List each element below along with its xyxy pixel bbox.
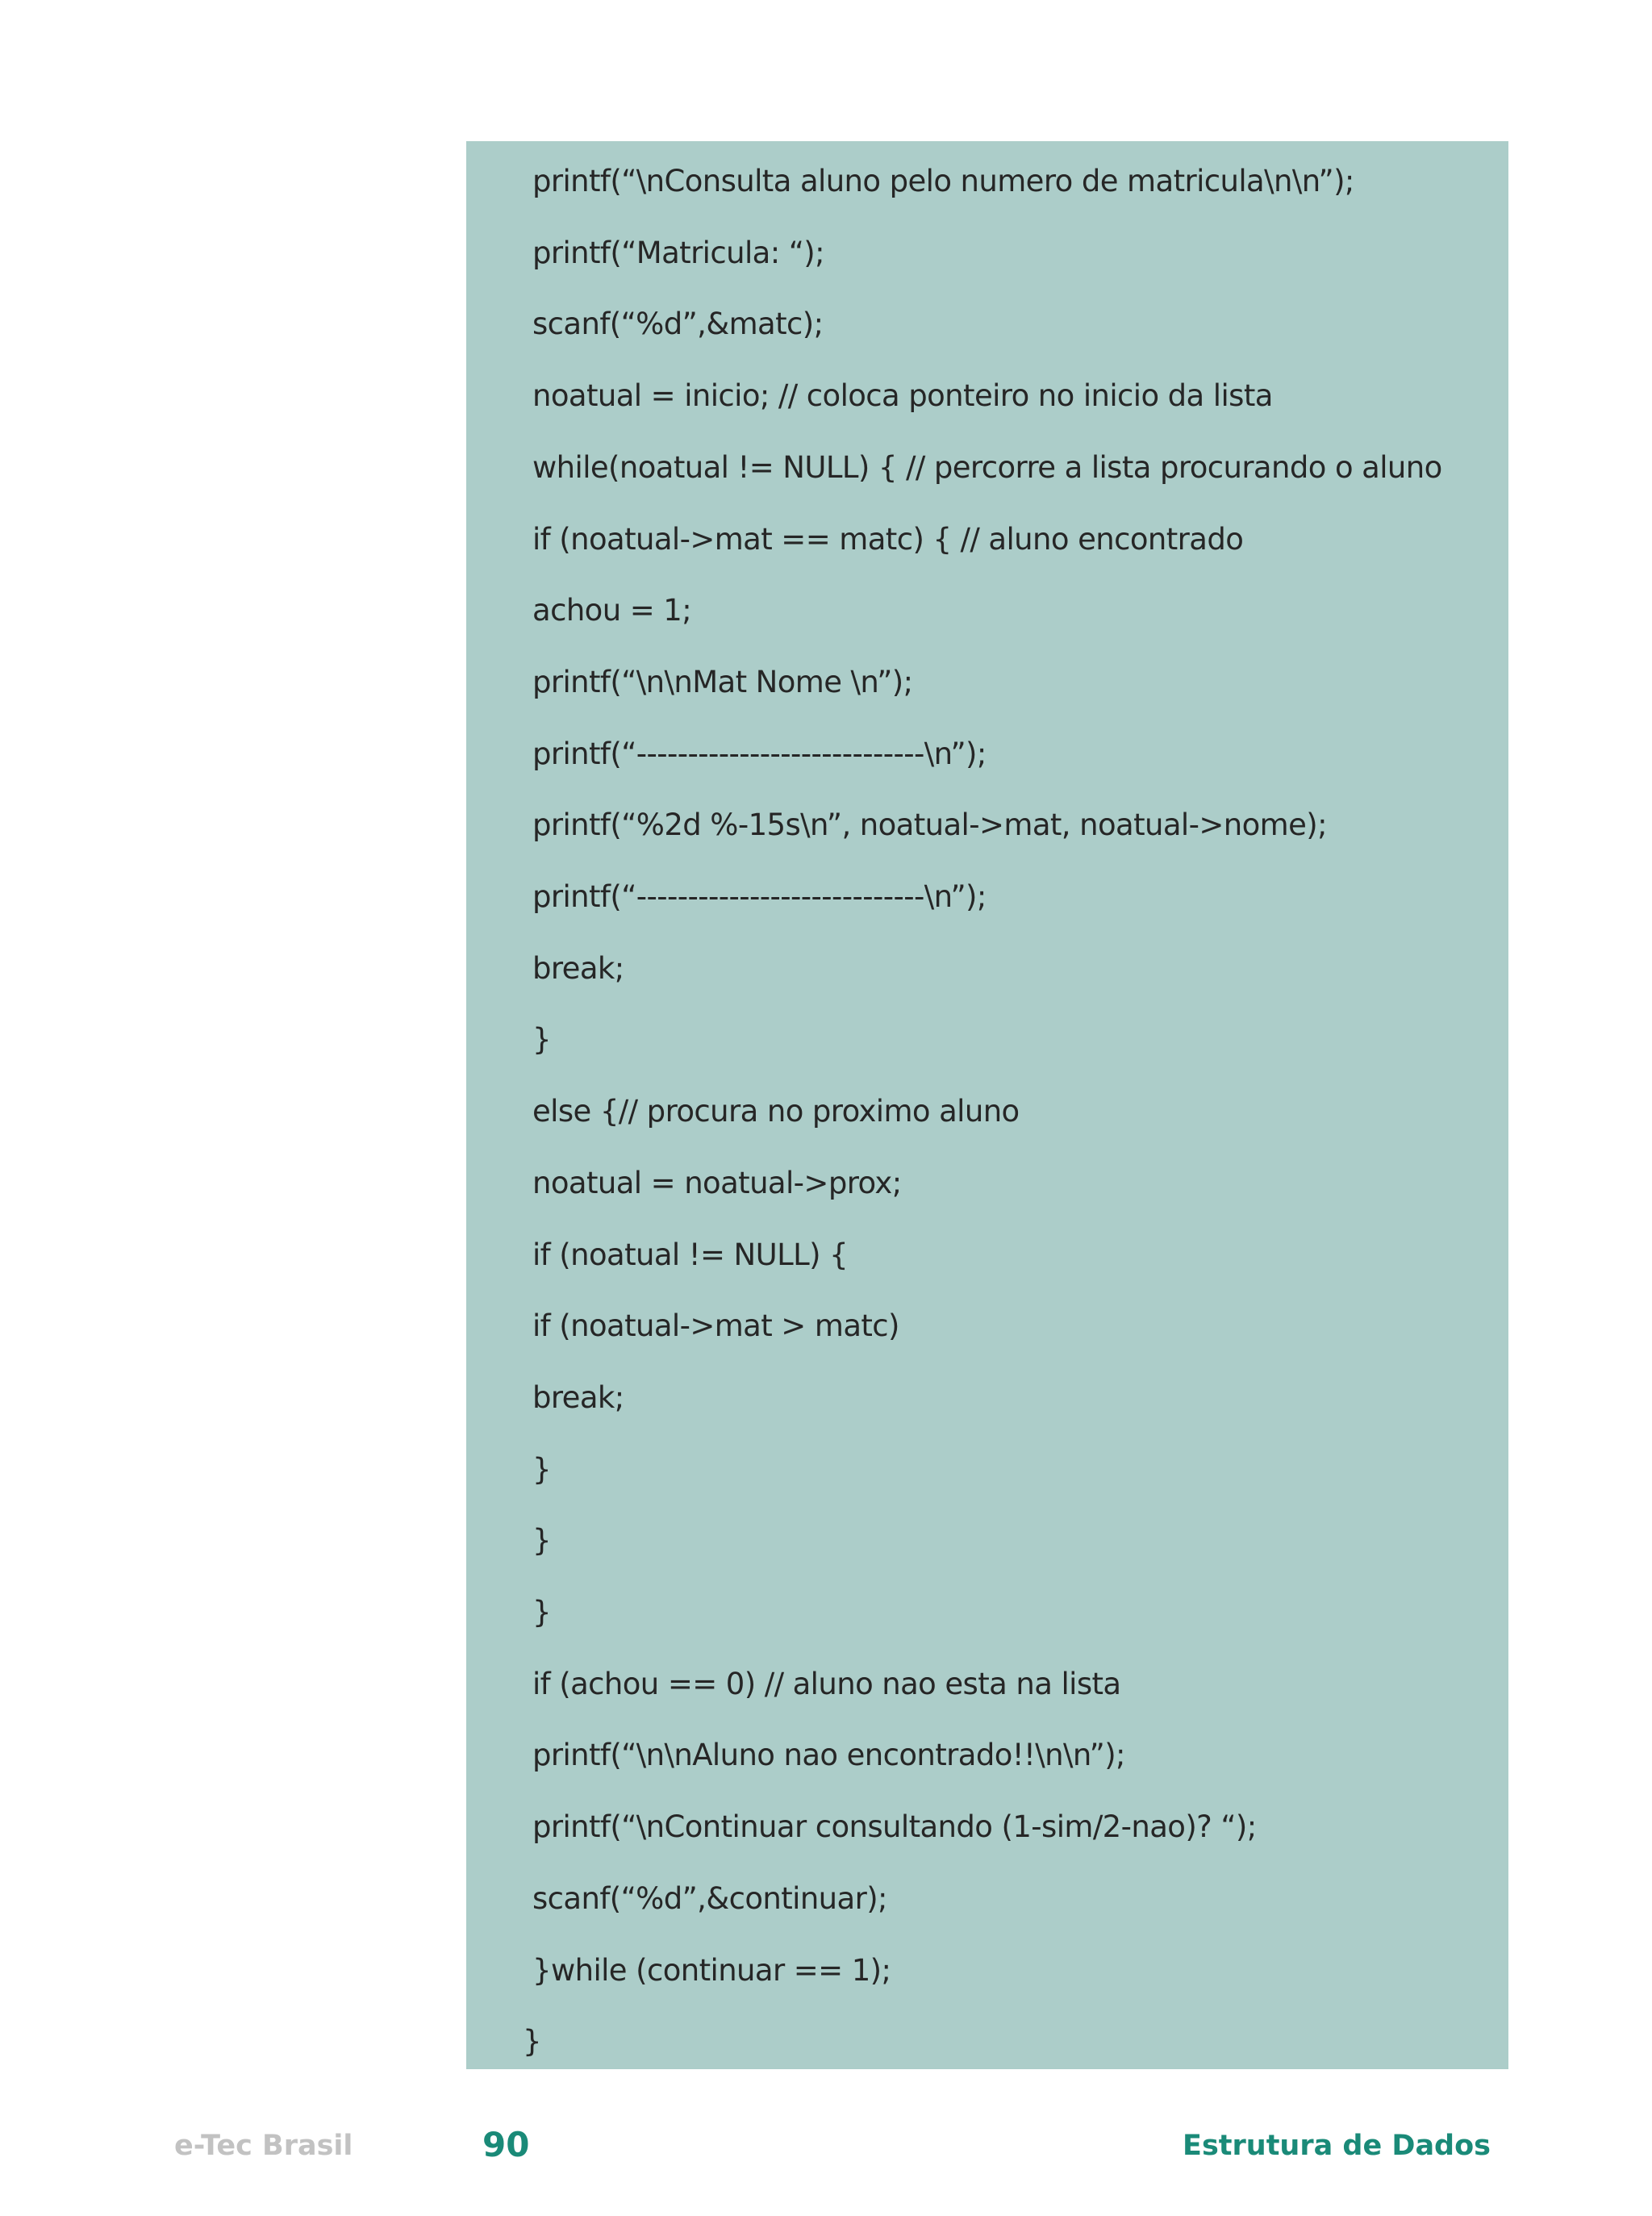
code-line: printf(“%2d %-15s\n”, noatual->mat, noatual->nome);: [532, 808, 1327, 843]
code-line: noatual = inicio; // coloca ponteiro no inicio da lista: [532, 378, 1273, 414]
code-line: }: [532, 1451, 551, 1487]
code-line: }: [532, 1022, 551, 1058]
code-listing-panel: [466, 141, 1508, 2069]
code-line: if (noatual != NULL) {: [532, 1237, 849, 1272]
code-line: achou = 1;: [532, 593, 692, 628]
code-line: printf(“----------------------------\n”);: [532, 736, 987, 771]
code-line: printf(“\n\nAluno nao encontrado!!\n\n”);: [532, 1738, 1125, 1773]
code-line: else {// procura no proximo aluno: [532, 1094, 1020, 1129]
code-line: scanf(“%d”,&matc);: [532, 307, 824, 342]
code-line: noatual = noatual->prox;: [532, 1165, 902, 1200]
code-line: }while (continuar == 1);: [532, 1952, 891, 1988]
code-line: while(noatual != NULL) { // percorre a lista procurando o aluno: [532, 449, 1442, 485]
code-line: printf(“Matricula: “);: [532, 235, 825, 270]
code-line: }: [532, 1595, 551, 1630]
code-line: printf(“\nContinuar consultando (1-sim/2-nao)? “);: [532, 1809, 1257, 1845]
code-line: printf(“----------------------------\n”);: [532, 879, 987, 914]
code-line: if (noatual->mat == matc) { // aluno encontrado: [532, 521, 1244, 557]
code-line: printf(“\nConsulta aluno pelo numero de matricula\n\n”);: [532, 164, 1354, 198]
code-line: scanf(“%d”,&continuar);: [532, 1880, 887, 1916]
code-line: if (achou == 0) // aluno nao esta na lista: [532, 1666, 1121, 1701]
footer-publisher: e-Tec Brasil: [174, 2130, 353, 2162]
code-line: printf(“\n\nMat Nome \n”);: [532, 664, 913, 699]
code-line: }: [532, 1523, 551, 1559]
footer-book-title: Estrutura de Dados: [1183, 2130, 1491, 2162]
page-number: 90: [482, 2125, 530, 2164]
code-line: break;: [532, 950, 624, 986]
code-line: if (noatual->mat > matc): [532, 1308, 899, 1344]
code-line: }: [523, 2024, 541, 2060]
code-line: break;: [532, 1379, 624, 1415]
